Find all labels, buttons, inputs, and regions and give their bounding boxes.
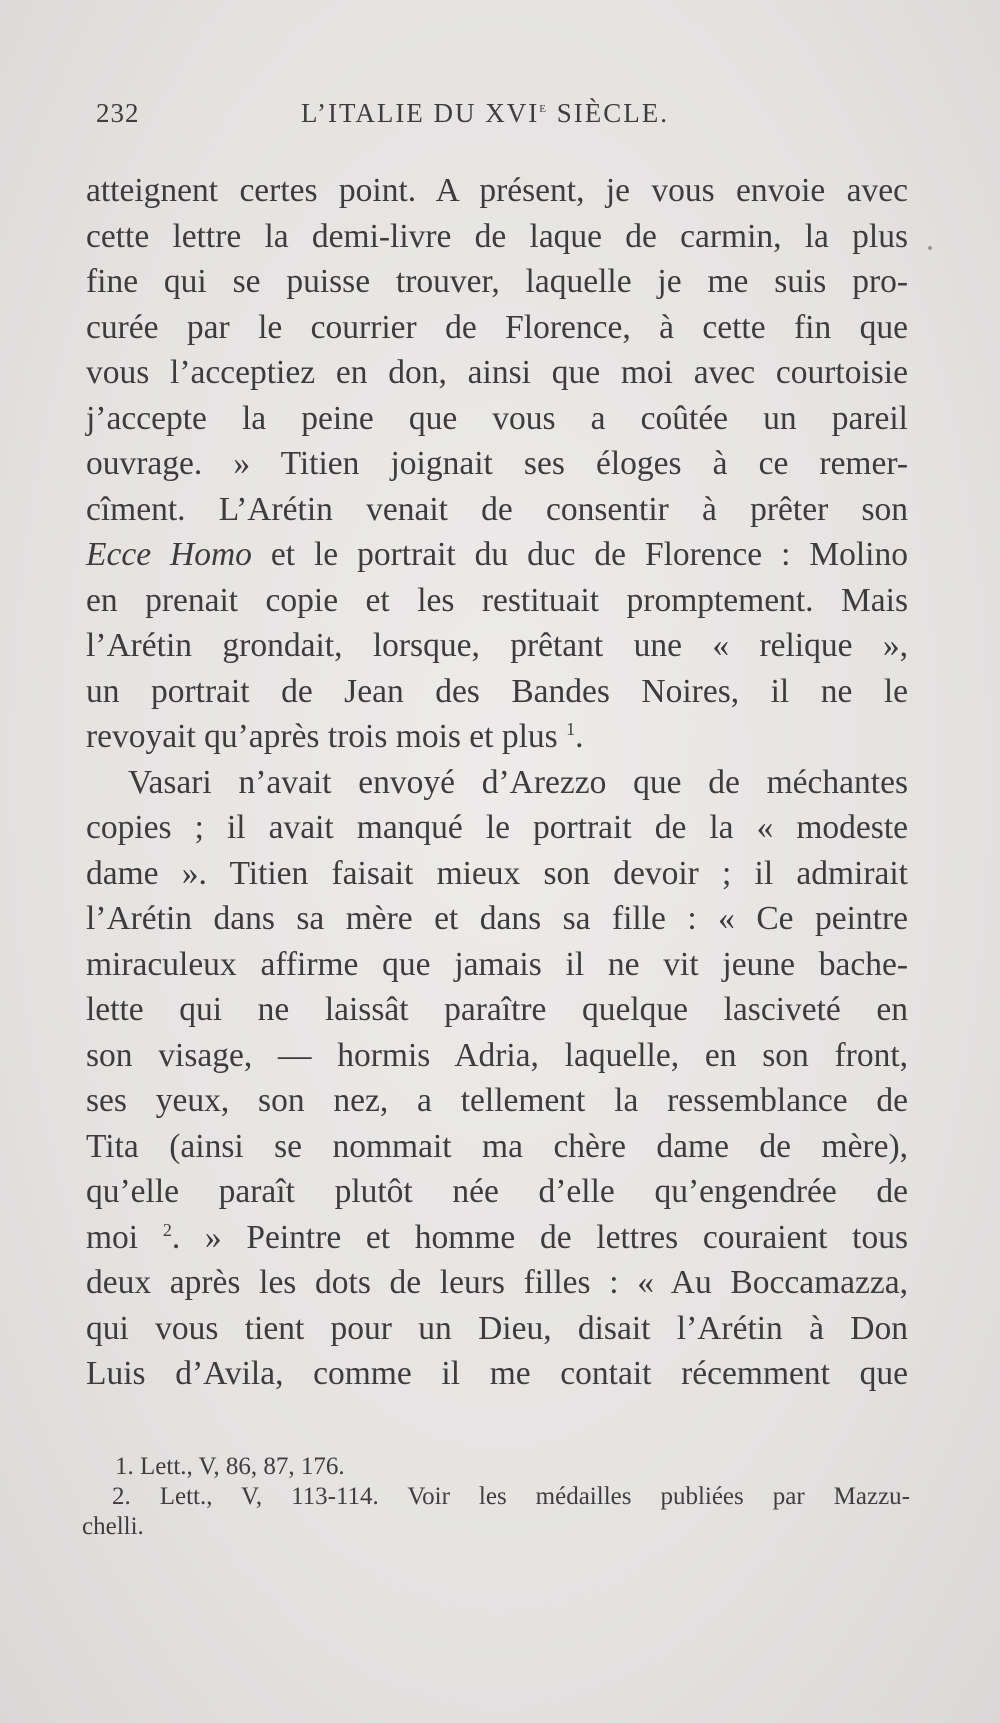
text-line: dame ». Titien faisait mieux son devoir ; il admirait — [86, 854, 908, 892]
text-line: qui vous tient pour un Dieu, disait l’Arétin à Don — [86, 1309, 908, 1347]
text-line: cette lettre la demi-livre de laque de carmin, la plus — [86, 217, 908, 255]
footnote-ref: 2 — [162, 1219, 172, 1240]
text-line: cîment. L’Arétin venait de consentir à prêter son — [86, 490, 908, 528]
text-line: lette qui ne laissât paraître quelque lasciveté en — [86, 991, 908, 1028]
text-line: Tita (ainsi se nommait ma chère dame de mère), — [86, 1127, 908, 1165]
page-number: 232 — [96, 98, 140, 128]
running-title: L’ITALIE DU XVIe SIÈCLE. — [301, 98, 670, 128]
text-line: fine qui se puisse trouver, laquelle je me suis pro- — [86, 263, 908, 300]
page-header — [96, 98, 708, 138]
text-line: Vasari n’avait envoyé d’Arezzo que de méchantes — [128, 763, 908, 801]
text-line: curée par le courrier de Florence, à cette fin que — [86, 308, 908, 346]
text-line: en prenait copie et les restituait promptement. Mais — [86, 581, 908, 619]
text-line: miraculeux affirme que jamais il ne vit jeune bache- — [86, 945, 908, 983]
text-line: l’Arétin dans sa mère et dans sa fille : « Ce peintre — [86, 900, 908, 937]
text-line: l’Arétin grondait, lorsque, prêtant une « relique », — [86, 627, 908, 664]
text-line: j’accepte la peine que vous a coûtée un pareil — [86, 399, 908, 437]
footnote-2-continuation: chelli. — [82, 1513, 144, 1540]
text-line: Luis d’Avila, comme il me contait récemment que — [86, 1355, 908, 1392]
text-line: qu’elle paraît plutôt née d’elle qu’engendrée de — [86, 1173, 908, 1210]
text-line: vous l’acceptiez en don, ainsi que moi avec courtoisie — [86, 354, 908, 391]
footnote-1: 1. Lett., V, 86, 87, 176. — [115, 1453, 345, 1480]
text-line: atteignent certes point. A présent, je vous envoie avec — [86, 172, 908, 209]
text-line: son visage, — hormis Adria, laquelle, en son front, — [86, 1036, 908, 1074]
footnotes — [82, 1452, 910, 1542]
footnote-2: 2. Lett., V, 113-114. Voir les médailles publiées par Mazzu- — [112, 1483, 910, 1510]
italic-title: Ecce Homo — [86, 536, 252, 573]
text-line: Ecce Homo et le portrait du duc de Florence : Molino — [86, 536, 908, 573]
text-line: un portrait de Jean des Bandes Noires, il ne le — [86, 672, 908, 710]
text-line: moi $^2$. » Peintre et homme de lettres couraient tous — [86, 1218, 908, 1256]
paper-speck — [928, 246, 932, 250]
body-text — [86, 168, 908, 1397]
text-line: revoyait qu’après trois mois et plus $^1$. — [86, 718, 584, 755]
text-line: ouvrage. » Titien joignait ses éloges à ce remer- — [86, 445, 908, 482]
text-line: copies ; il avait manqué le portrait de la « modeste — [86, 809, 908, 846]
footnote-ref: 1 — [566, 718, 576, 739]
text-line: ses yeux, son nez, a tellement la ressemblance de — [86, 1082, 908, 1119]
text-line: deux après les dots de leurs filles : « Au Boccamazza, — [86, 1264, 908, 1301]
